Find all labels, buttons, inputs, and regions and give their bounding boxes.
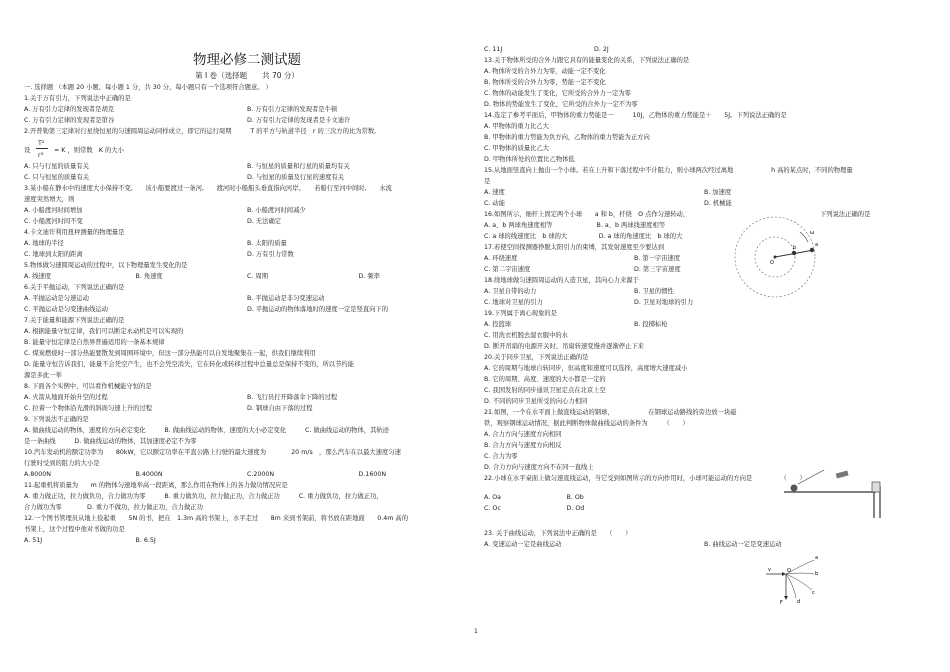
q11-options: A. 重力做正功，拉力做负功，合力做功为零 B. 重力做负功，拉力做正功，合力做正功 C. 重力做负功，拉力做正功， xyxy=(24,493,383,500)
option: A. 根据能量守恒定律，我们可以断定永动机是可以实现的 xyxy=(24,328,184,335)
question-10-cont: 行驶时受到的阻力的大小是 xyxy=(24,460,100,467)
question-10: 10.汽车发动机的额定功率为 80kW，它以额定功率在平直公路上行驶的最大速度为 20 m/s ，那么汽车在以最大速度匀速 xyxy=(24,449,401,456)
q8-options-row2 xyxy=(24,403,470,414)
question-7: 7.关于能量和能源下列说法正确的是 xyxy=(24,317,125,324)
q19-options-row1 xyxy=(484,319,784,330)
option: B. 6.5J xyxy=(135,537,156,544)
option: A. 环绕速度 xyxy=(484,255,518,262)
option: A. 51J xyxy=(24,537,43,544)
question-14: 14.选定了参考平面后，甲物体的重力势能是一 10J，乙物体的重力势能是＋ 5J。下列说法正确的是 xyxy=(484,112,787,119)
option: A. 火箭从地面开始升空的过程 xyxy=(24,394,108,401)
fig-label: b xyxy=(815,571,819,577)
option: A.8000N xyxy=(24,471,51,478)
option: D. 物体的势能发生了变化，它所受的合外力一定不为零 xyxy=(484,101,638,108)
option: B. 角速度 xyxy=(135,273,163,280)
q15-options-row2 xyxy=(484,198,924,209)
option: D. 甲物体所处的位置比乙物体低 xyxy=(484,156,575,163)
fig-label: b xyxy=(793,245,797,251)
q2-formula xyxy=(24,137,470,161)
option-cont: 源是多此一举 xyxy=(24,372,62,379)
option: B. 它的周期、高度、速度的大小都是一定的 xyxy=(484,376,606,383)
option: C. 万有引力定律的发现者是第谷 xyxy=(24,117,115,124)
q21-magnet-figure xyxy=(784,462,884,520)
option: C. 甲物体的质量比乙大 xyxy=(484,145,550,152)
formula-suffix: = K ，则常数 K 的大小 xyxy=(54,147,124,154)
option: D. 频率 xyxy=(358,273,380,280)
question-17: 17.若使空间探测器挣脱太阳引力的束缚，其发射速度至少要达到 xyxy=(484,244,665,251)
option: A. Oa xyxy=(484,494,502,501)
fig-label: v xyxy=(768,567,771,573)
fig-label: O xyxy=(770,260,774,266)
option: B. 太阳的质量 xyxy=(247,240,287,247)
option: C. 动能 xyxy=(484,200,505,207)
q12-options-cont xyxy=(484,44,924,55)
q8-options-row1 xyxy=(24,392,470,403)
option: C. 物体的动能发生了变化，它所受的合外力一定为零 xyxy=(484,90,631,97)
option: D. 平抛运动的物体落地时的速度一定是竖直向下的 xyxy=(247,306,389,313)
question-3: 3.某小船在静水中的速度大小保持不变, 该小船要渡过一条河, 渡河时小船船头垂直指向河岸。 若船行至河中间时, 水流 xyxy=(24,185,392,192)
option: D. 钢球自由下落的过程 xyxy=(247,405,313,412)
option: A. 平抛运动是匀速运动 xyxy=(24,295,89,302)
question-16-text: 16.如图所示，细杆上固定两个小球 a 和 b，杆绕 O 点作匀速转动， xyxy=(484,211,690,218)
question-18: 18.绕地球做匀速圆周运动的人造卫星，其向心力来源于 xyxy=(484,277,639,284)
q12-options xyxy=(24,535,470,546)
question-12: 12.一个图书管理员从地上捡起重 5N 的书，把在 1.3m 高的书架上，水平走过 8m 来到书架前，将书放在距地面 0.4m 高的 xyxy=(24,515,409,522)
option: D. 无法确定 xyxy=(247,218,282,225)
option: C. 地球到太阳的距离 xyxy=(24,251,83,258)
fig-label: F xyxy=(780,600,783,606)
ball-b xyxy=(792,251,796,255)
option: A. 只与行星的质量有关 xyxy=(24,163,89,170)
question-3-cont: 速度突然增大，则 xyxy=(24,196,75,203)
option: C. 只与恒星的质量有关 xyxy=(24,174,90,181)
option: D. 合力方向与速度方向不在同一直线上 xyxy=(484,464,594,471)
option: A. 甲物体的重力比乙大 xyxy=(484,123,549,130)
q22-options-row1 xyxy=(484,492,814,503)
q3-options-row2 xyxy=(24,216,470,227)
question-5: 5.物体做匀速圆周运动的过程中，以下物理量发生变化的是 xyxy=(24,262,188,269)
option: D. Od xyxy=(566,505,585,512)
option: B. 卫星的惯性 xyxy=(634,288,674,295)
fig-label: c xyxy=(812,590,815,596)
formula-prefix: 设 xyxy=(24,147,31,154)
option: A. 地球的半径 xyxy=(24,240,64,247)
option: B. 小船渡河时间减少 xyxy=(247,207,306,214)
question-8: 8. 下面各个实例中，可以看作机械能守恒的是 xyxy=(24,383,152,390)
pivot-o xyxy=(774,256,777,259)
formula-denominator: r³ xyxy=(38,152,44,159)
option: A. 万有引力定律的发现者是胡克 xyxy=(24,106,115,113)
option: A. 速度 xyxy=(484,189,505,196)
page-title: 物理必修二测试题 xyxy=(193,52,301,68)
question-19: 19.下列属于离心现象的是 xyxy=(484,310,557,317)
option: D. 卫星对地球的引力 xyxy=(634,299,694,306)
q15-options-row1 xyxy=(484,187,924,198)
option: D. 与恒星的质量及行星的速度有关 xyxy=(247,174,345,181)
option: A. 投篮球 xyxy=(484,321,512,328)
question-15-cont: 是 xyxy=(484,178,491,185)
option: C. 拉着一个物体沿光滑的斜面匀速上升的过程 xyxy=(24,405,153,412)
q1-options-row1 xyxy=(24,104,470,115)
q9-options: A. 做曲线运动的物体，速度的方向必定变化 B. 做曲线运动的物体，速度的大小必定变化 C. 做曲线运动的物体，其轨迹 xyxy=(24,427,389,434)
q1-options-row2 xyxy=(24,115,470,126)
option: B. 投掷标枪 xyxy=(634,321,668,328)
question-20: 20.关于同步卫星，下列说法正确的是 xyxy=(484,354,589,361)
q4-options-row1 xyxy=(24,238,470,249)
option: B. 万有引力定律的发现者是牛顿 xyxy=(247,106,338,113)
question-11: 11.起重机将质量为 m 的物体匀速地举高一段距离，那么作用在物体上的各力做功情况应是 xyxy=(24,482,288,489)
fig-label: a xyxy=(815,242,819,248)
magnet xyxy=(836,471,849,479)
option: A. 合力方向与速度方向相同 xyxy=(484,431,562,438)
option: C.2000N xyxy=(247,471,275,478)
question-12-cont: 书架上，这个过程中他对书做的功是 xyxy=(24,526,125,533)
option: C. 合力为零 xyxy=(484,453,518,460)
option: A. 卫星自带的动力 xyxy=(484,288,537,295)
steel-ball xyxy=(791,485,798,492)
option: B. 曲线运动一定是变速运动 xyxy=(704,541,782,548)
question-16 xyxy=(484,209,924,220)
option: A. 变速运动一定是曲线运动 xyxy=(484,541,562,548)
option: C. 煤炭燃烧时一部分热能要散发到周围环境中，但这一部分热能可以自发地聚集在一起，供我们继续利用 xyxy=(24,350,316,357)
option: C. 我国发射的同步通讯卫星定点在北京上空 xyxy=(484,387,606,394)
option: C. Oc xyxy=(484,505,501,512)
option: A. 线速度 xyxy=(24,273,52,280)
q4-options-row2 xyxy=(24,249,470,260)
question-2: 2.开普勒第三定律对行星绕恒星的匀速圆周运动同样成立，即它的运行周期 T 的平方与轨道半径 r 的三次方的比为常数, xyxy=(24,128,377,135)
question-1: 1.关于万有引力，下列说法中正确的是 xyxy=(24,95,131,102)
option: B. 合力方向与速度方向相反 xyxy=(484,442,562,449)
option: B.4000N xyxy=(135,471,163,478)
subtitle: 第 I 卷（选择题 共 70 分） xyxy=(195,71,299,80)
fig-label: d xyxy=(797,599,801,605)
option: D. 万有引力定律的发现者是卡文迪许 xyxy=(247,117,351,124)
q23-options xyxy=(484,539,924,550)
question-21-cont: 铁，观察钢球运动情况，据此判断物体做曲线运动的条件为 （ ） xyxy=(484,420,689,427)
q22-options-row2 xyxy=(484,503,814,514)
option: C. 地球对卫星的引力 xyxy=(484,299,543,306)
option: B. 甲物体的重力势能为负方向，乙物体的重力势能为正方向 xyxy=(484,134,650,141)
option: D.1600N xyxy=(358,471,387,478)
question-9: 9. 下列说法不正确的是 xyxy=(24,416,89,423)
option: A. 小船渡河时间增加 xyxy=(24,207,83,214)
option: D. 不同的同步卫星所受的向心力相同 xyxy=(484,398,588,405)
option: C. 小船渡河时间不变 xyxy=(24,218,83,225)
option: C. 第二宇宙速度 xyxy=(484,266,531,273)
option: B. 平抛运动是非匀变速运动 xyxy=(247,295,325,302)
question-4: 4.卡文迪许利用扭秤测量的物理量是 xyxy=(24,229,125,236)
option: B. 第一宇宙速度 xyxy=(634,255,681,262)
q16-options-row2: C. a 球的线速度比 b 球的大 D. a 球的角速度比 b 球的大 xyxy=(484,233,683,240)
option: C. 11J xyxy=(484,46,503,53)
option: B. 物体所受的合外力为零，势能一定不变化 xyxy=(484,79,606,86)
fig-label: O xyxy=(787,568,791,574)
option: D. 2J xyxy=(594,46,609,53)
option: D. 机械能 xyxy=(704,200,732,207)
option: C. 周期 xyxy=(247,273,268,280)
option: D. 第三宇宙速度 xyxy=(634,266,681,273)
q10-options xyxy=(24,469,470,480)
page-number: 1 xyxy=(474,628,478,635)
q6-options-row2 xyxy=(24,304,470,315)
option: D. 能量守恒告诉我们，能量不会凭空产生，也不会凭空消失，它在转化或转移过程中总量总是保持不变的，所以节约能 xyxy=(24,361,354,368)
q6-options-row1 xyxy=(24,293,470,304)
option: C. 平抛运动是匀变速曲线运动 xyxy=(24,306,108,313)
fig-label: a xyxy=(815,555,819,561)
q3-options-row1 xyxy=(24,205,470,216)
question-15: 15.从地面竖直向上抛出一个小球。若在上升和下落过程中不计阻力，则小球两次经过离地 h 高的某点时，不同的物理量 xyxy=(484,167,853,174)
option: B. 与恒星的质量和行星的质量均有关 xyxy=(247,163,350,170)
section-header: 一. 选择题 （本题 20 小题，每小题 1 分，共 30 分，每小题只有一个选项符合题意。 ） xyxy=(24,84,272,91)
question-23: 23. 关于曲线运动，下列说法中正确的是 （ ） xyxy=(484,530,632,537)
question-16-text-cont: 下列说法正确的是 xyxy=(820,211,871,218)
option: B. Ob xyxy=(566,494,584,501)
q16-options-row1: A. a、b 两球角速度相等 B. a、b 两球线速度相等 xyxy=(484,222,666,229)
option: B. 飞行员打开降落伞下降的过程 xyxy=(247,394,338,401)
q16-rotation-figure xyxy=(730,212,820,302)
option: C. 用洗衣机脱去湿衣服中的水 xyxy=(484,332,568,339)
q2-options-row2 xyxy=(24,172,470,183)
option: B. 加速度 xyxy=(704,189,732,196)
question-21: 21.如图，一个在水平面上做直线运动的钢球， 在钢球运动路线的旁边放一块磁 xyxy=(484,409,737,416)
option: D. 万有引力常数 xyxy=(247,251,294,258)
q22-force-figure xyxy=(760,548,820,606)
option: A. 它的周期与地球自转同步，但高度和速度可以选择，高度增大速度减小 xyxy=(484,365,688,372)
option: A. 物体所受的合外力为零，动能一定不变化 xyxy=(484,68,606,75)
option: B. 能量守恒定律是自然界普遍适用的一条基本规律 xyxy=(24,339,165,346)
ball-a xyxy=(810,248,814,252)
q2-options-row1 xyxy=(24,161,470,172)
fig-label: ω xyxy=(810,230,815,236)
left-column xyxy=(24,82,470,546)
question-22: 22.小球在水平桌面上做匀速直线运动，当它受到如图所示的方向作用时，小球可能运动的方向是 （ ） xyxy=(484,475,806,482)
formula-numerator: T² xyxy=(38,140,45,147)
question-6: 6.关于平抛运动，下列说法正确的是 xyxy=(24,284,125,291)
option: D. 断开吊扇的电源开关时，吊扇转速变慢并逐渐停止下来 xyxy=(484,343,644,350)
q5-options xyxy=(24,271,470,282)
q11-options-cont: 合力做功为零 D. 重力不做功，拉力做正功，合力做正功 xyxy=(24,504,203,511)
q9-options-cont: 是一条曲线 D. 做曲线运动的物体，其加速度必定不为零 xyxy=(24,438,197,445)
question-13: 13.关于物体所受的合外力跟它具有的能量变化的关系，下列说法正确的是 xyxy=(484,57,690,64)
